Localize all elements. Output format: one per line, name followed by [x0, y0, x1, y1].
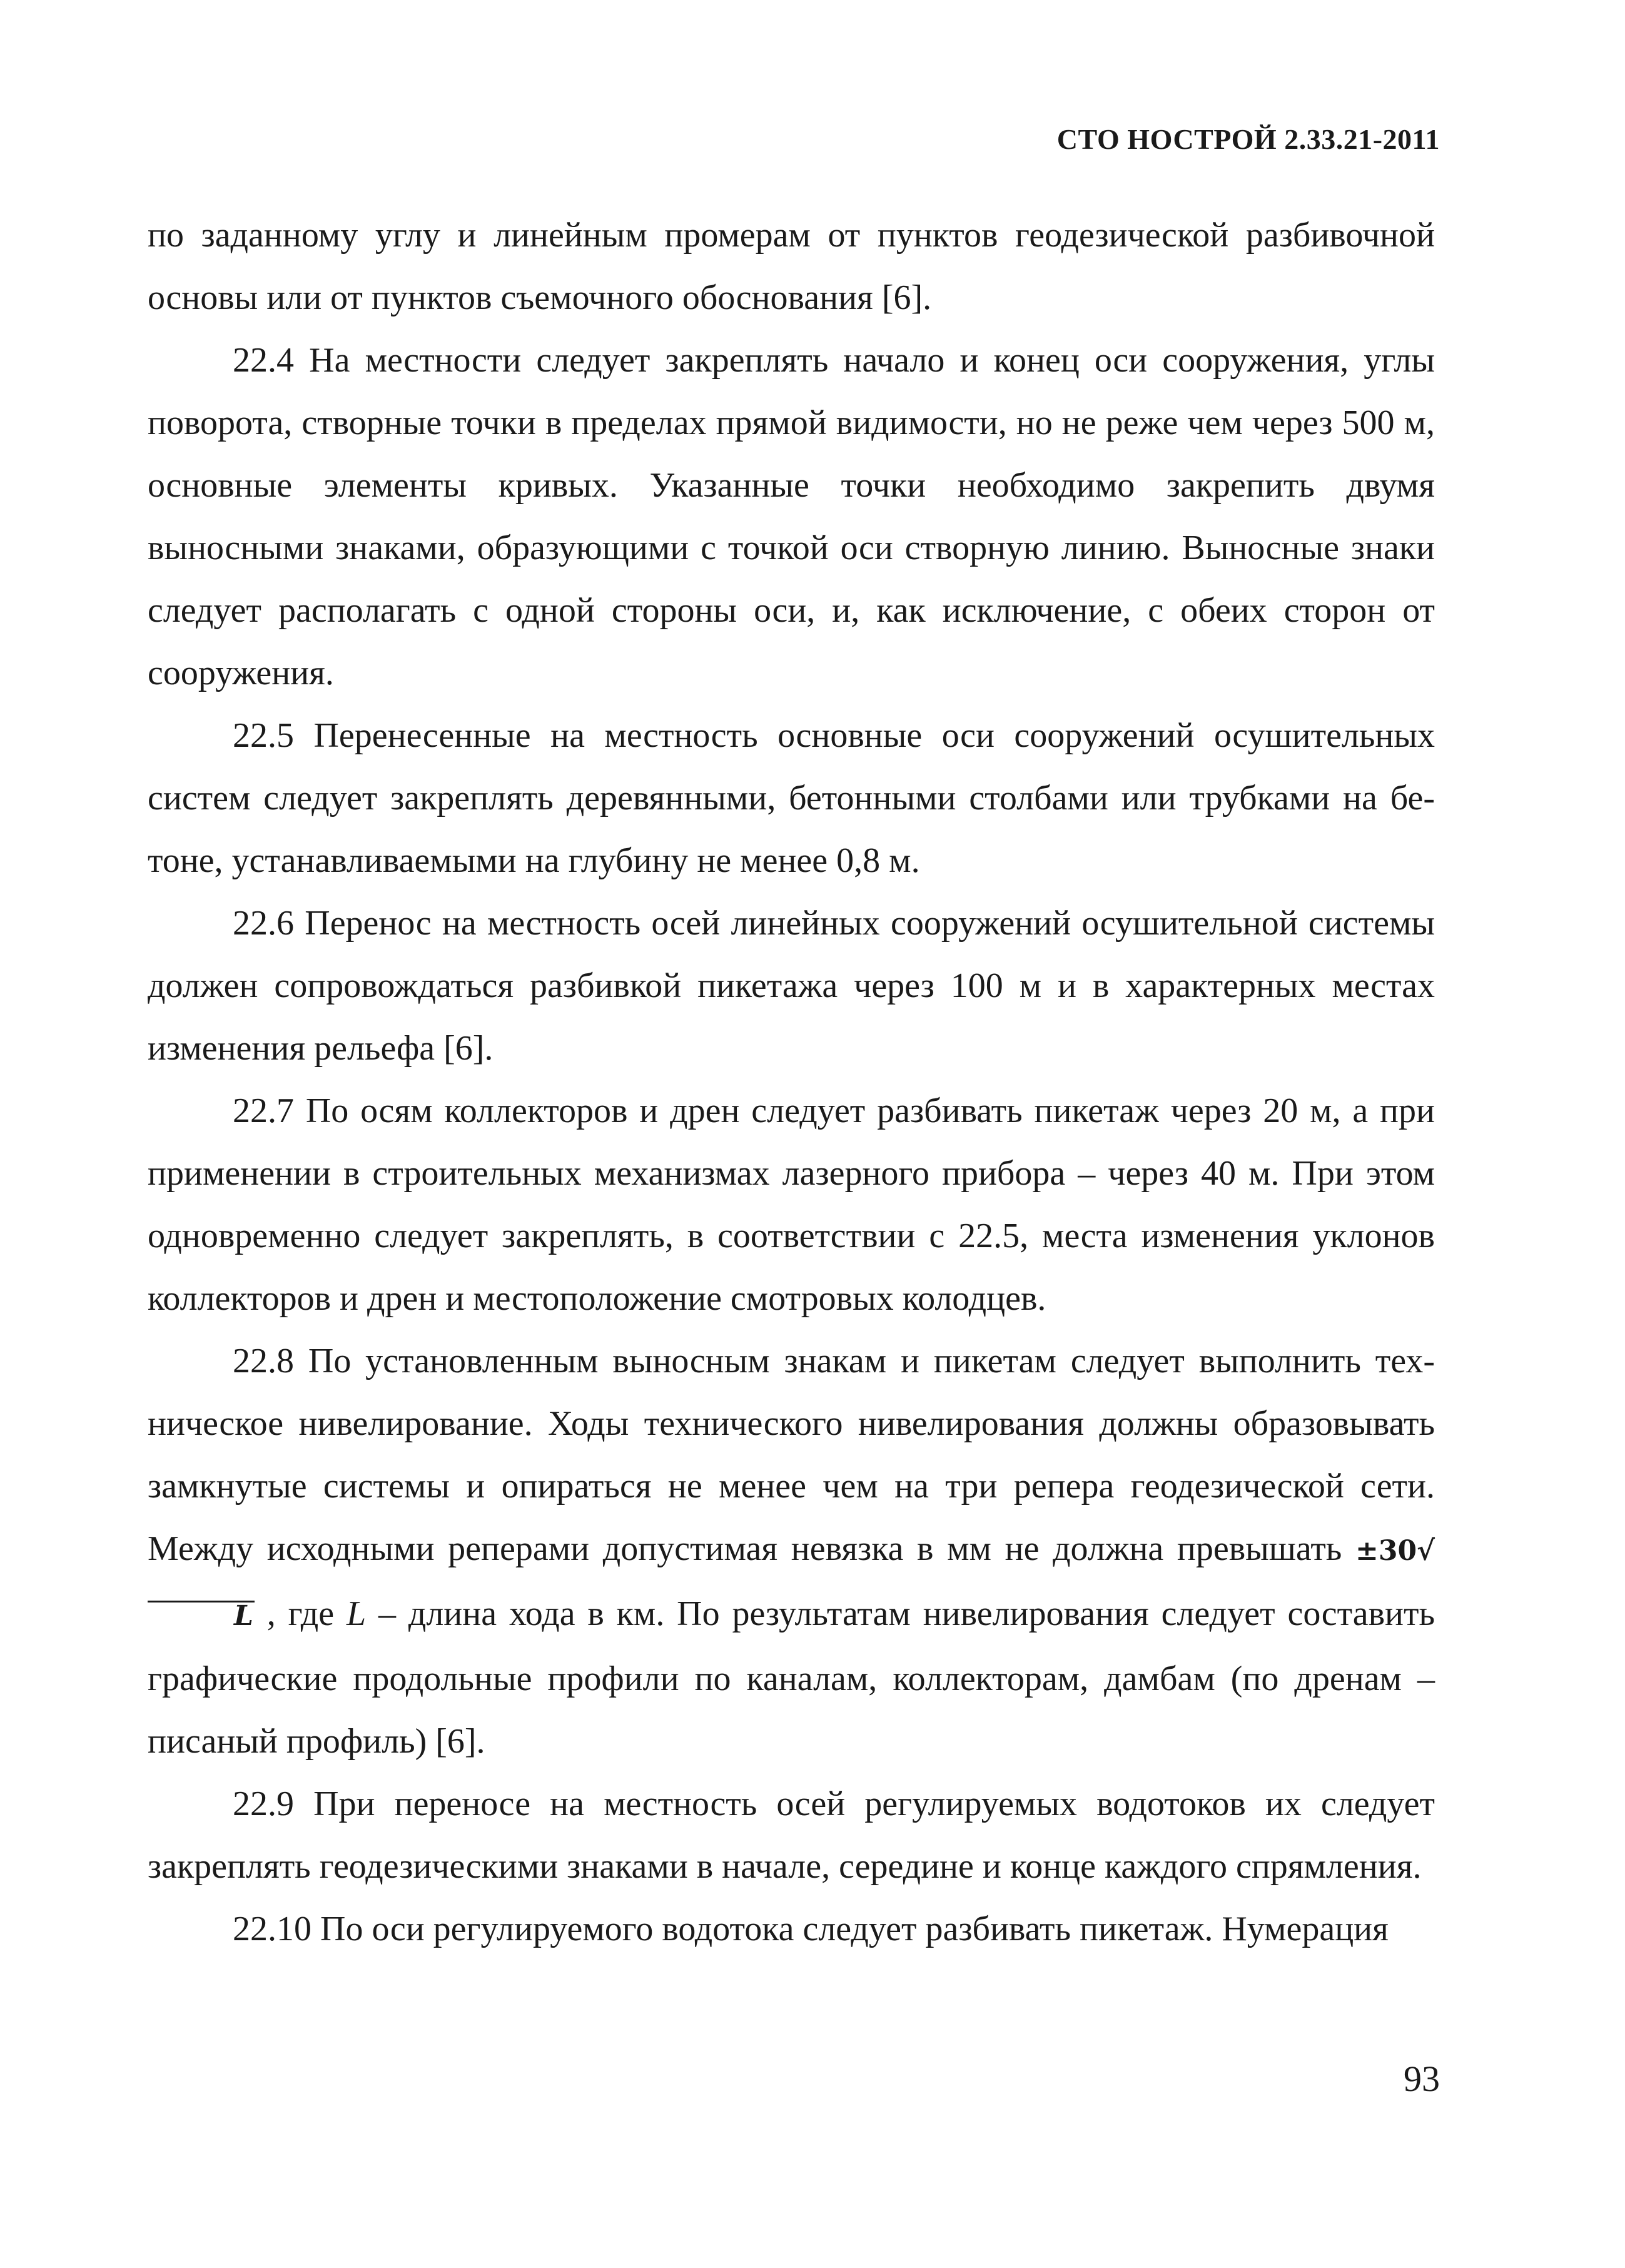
document-header: СТО НОСТРОЙ 2.33.21-2011 [1056, 123, 1440, 155]
paragraph-22-7: 22.7 По осям коллекторов и дрен следует разбивать пикетаж через 20 м, а при применении в строительных механизмах лазерного прибора – через 40 м. При этом одновременно следует закреплять, в соответствии с 22.5, места изменения уклонов коллекторов и дрен и местоположение смотровых колодцев. [148, 1091, 1435, 1318]
paragraph-22-9: 22.9 При переносе на местность осей регулируемых водотоков их следует закреплять геодезическими знаками в начале, середине и конце каждого спрямления. [148, 1785, 1435, 1886]
paragraph-22-8-text-middle: , где [254, 1594, 347, 1633]
paragraph-22-5: 22.5 Перенесенные на местность основные оси сооружений осушительных систем следует закреплять деревянными, бетонными столбами или трубками на бетоне, устанавливаемыми на глубину не менее 0,8 м. [148, 716, 1435, 880]
tolerance-formula: ±30√L [148, 1535, 1435, 1632]
paragraph-continuation: по заданному углу и линейным промерам от пунктов геодезической разбивочной основы или от пунктов съемочного обоснования [6]. [148, 216, 1435, 317]
paragraph-22-8-text-after: – длина хода в км. По результатам нивелирования следует составить графические продольные профили по каналам, коллекторам, дамбам (по дренам – писаный профиль) [6]. [148, 1594, 1435, 1761]
formula-radicand: L [148, 1601, 255, 1630]
page-number: 93 [1404, 2058, 1440, 2099]
variable-l: L [347, 1594, 367, 1633]
paragraph-22-6: 22.6 Перенос на местность осей линейных сооружений осушительной системы должен сопровождаться разбивкой пикетажа через 100 м и в характерных местах изменения рельефа [6]. [148, 904, 1435, 1068]
paragraph-22-8 [148, 1330, 1435, 1773]
body-text [148, 204, 1435, 1960]
paragraph-22-4: 22.4 На местности следует закреплять начало и конец оси сооружения, углы поворота, створные точки в пределах прямой видимости, но не реже чем через 500 м, основные элементы кривых. Указанные точки необходимо закрепить двумя выносными знаками, образующими с точкой оси створную линию. Выносные знаки следует располагать с одной стороны оси, и, как исключение, с обеих сторон от сооружения. [148, 341, 1435, 692]
paragraph-22-8-text-before: 22.8 По установленным выносным знакам и пикетам следует выполнить техническое нивелирование. Ходы технического нивелирования должны образовывать замкнутые системы и опираться не менее чем на три репера геодезической сети. Между исходными реперами допустимая невязка в мм не должна превышать [148, 1342, 1435, 1568]
formula-prefix: ±30 [1355, 1535, 1417, 1567]
paragraph-22-10: 22.10 По оси регулируемого водотока следует разбивать пикетаж. Нумерация [233, 1910, 1389, 1948]
